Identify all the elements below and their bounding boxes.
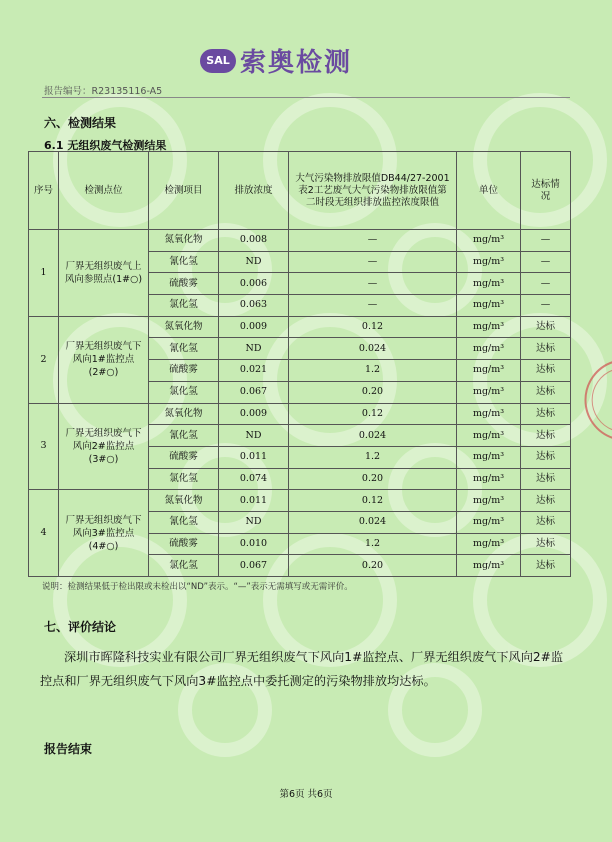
cell-seq: 2 bbox=[29, 316, 59, 403]
cell-concentration: 0.006 bbox=[219, 273, 289, 295]
cell-unit: mg/m³ bbox=[457, 555, 521, 577]
cell-item: 氰化氢 bbox=[149, 425, 219, 447]
cell-unit: mg/m³ bbox=[457, 403, 521, 425]
cell-limit: 0.024 bbox=[289, 511, 457, 533]
cell-monitoring-point: 厂界无组织废气下风向3#监控点(4#○) bbox=[59, 490, 149, 577]
table-row bbox=[29, 490, 571, 512]
cell-unit: mg/m³ bbox=[457, 273, 521, 295]
cell-concentration: 0.009 bbox=[219, 403, 289, 425]
cell-concentration: ND bbox=[219, 251, 289, 273]
cell-limit: 1.2 bbox=[289, 446, 457, 468]
header-status: 达标情况 bbox=[521, 152, 571, 230]
report-header-logo bbox=[200, 42, 352, 79]
cell-status: 达标 bbox=[521, 533, 571, 555]
header-item: 检测项目 bbox=[149, 152, 219, 230]
cell-item: 氮氧化物 bbox=[149, 230, 219, 252]
cell-limit: 0.024 bbox=[289, 338, 457, 360]
header-conc: 排放浓度 bbox=[219, 152, 289, 230]
cell-unit: mg/m³ bbox=[457, 490, 521, 512]
report-number: 报告编号：R23135116-A5 bbox=[44, 86, 163, 97]
cell-unit: mg/m³ bbox=[457, 338, 521, 360]
cell-item: 硫酸雾 bbox=[149, 533, 219, 555]
cell-limit: — bbox=[289, 273, 457, 295]
cell-item: 氰化氢 bbox=[149, 511, 219, 533]
cell-item: 硫酸雾 bbox=[149, 446, 219, 468]
cell-limit: 0.12 bbox=[289, 403, 457, 425]
cell-unit: mg/m³ bbox=[457, 425, 521, 447]
cell-limit: 0.12 bbox=[289, 316, 457, 338]
cell-status: — bbox=[521, 295, 571, 317]
cell-concentration: ND bbox=[219, 511, 289, 533]
cell-limit: 0.12 bbox=[289, 490, 457, 512]
cell-item: 氰化氢 bbox=[149, 338, 219, 360]
cell-concentration: 0.009 bbox=[219, 316, 289, 338]
cell-concentration: ND bbox=[219, 425, 289, 447]
section-6-title: 六、检测结果 bbox=[44, 116, 117, 130]
header-limit: 大气污染物排放限值DB44/27-2001 表2工艺废气大气污染物排放限值第二时段无组织排放监控浓度限值 bbox=[289, 152, 457, 230]
cell-unit: mg/m³ bbox=[457, 316, 521, 338]
cell-seq: 4 bbox=[29, 490, 59, 577]
cell-concentration: 0.074 bbox=[219, 468, 289, 490]
table-note: 说明：检测结果低于检出限或未检出以“ND”表示。“—”表示无需填写或无需评价。 bbox=[42, 582, 353, 592]
cell-concentration: 0.008 bbox=[219, 230, 289, 252]
cell-concentration: 0.010 bbox=[219, 533, 289, 555]
page-footer: 第6页 共6页 bbox=[279, 789, 333, 800]
cell-item: 氰化氢 bbox=[149, 251, 219, 273]
header-seq: 序号 bbox=[29, 152, 59, 230]
cell-seq: 1 bbox=[29, 230, 59, 317]
header-divider bbox=[42, 97, 570, 98]
sal-logo-badge: SAL bbox=[200, 49, 236, 73]
cell-limit: 0.024 bbox=[289, 425, 457, 447]
cell-unit: mg/m³ bbox=[457, 446, 521, 468]
table-row bbox=[29, 316, 571, 338]
cell-status: 达标 bbox=[521, 316, 571, 338]
results-body bbox=[29, 230, 571, 577]
cell-status: — bbox=[521, 251, 571, 273]
cell-monitoring-point: 厂界无组织废气下风向2#监控点(3#○) bbox=[59, 403, 149, 490]
cell-item: 氯化氢 bbox=[149, 468, 219, 490]
cell-status: 达标 bbox=[521, 511, 571, 533]
report-end: 报告结束 bbox=[44, 742, 93, 756]
cell-status: 达标 bbox=[521, 555, 571, 577]
conclusion-text: 深圳市晖隆科技实业有限公司厂界无组织废气下风向1#监控点、厂界无组织废气下风向2#监控点和厂界无组织废气下风向3#监控点中委托测定的污染物排放均达标。 bbox=[40, 650, 564, 688]
cell-item: 氮氧化物 bbox=[149, 403, 219, 425]
cell-unit: mg/m³ bbox=[457, 468, 521, 490]
cell-limit: 0.20 bbox=[289, 468, 457, 490]
cell-status: 达标 bbox=[521, 360, 571, 382]
table-row bbox=[29, 230, 571, 252]
cell-unit: mg/m³ bbox=[457, 533, 521, 555]
cell-status: 达标 bbox=[521, 338, 571, 360]
cell-limit: 0.20 bbox=[289, 381, 457, 403]
cell-status: 达标 bbox=[521, 381, 571, 403]
section-6-1-subtitle: 6.1 无组织废气检测结果 bbox=[44, 139, 167, 152]
cell-item: 硫酸雾 bbox=[149, 360, 219, 382]
cell-status: 达标 bbox=[521, 446, 571, 468]
cell-unit: mg/m³ bbox=[457, 251, 521, 273]
cell-status: — bbox=[521, 230, 571, 252]
cell-concentration: 0.067 bbox=[219, 555, 289, 577]
header-point: 检测点位 bbox=[59, 152, 149, 230]
cell-seq: 3 bbox=[29, 403, 59, 490]
cell-limit: — bbox=[289, 251, 457, 273]
cell-concentration: 0.067 bbox=[219, 381, 289, 403]
cell-limit: 1.2 bbox=[289, 360, 457, 382]
cell-monitoring-point: 厂界无组织废气下风向1#监控点(2#○) bbox=[59, 316, 149, 403]
cell-status: 达标 bbox=[521, 425, 571, 447]
cell-status: 达标 bbox=[521, 490, 571, 512]
cell-limit: 1.2 bbox=[289, 533, 457, 555]
cell-unit: mg/m³ bbox=[457, 360, 521, 382]
seal-stamp bbox=[555, 360, 612, 440]
cell-item: 硫酸雾 bbox=[149, 273, 219, 295]
table-row bbox=[29, 403, 571, 425]
header-unit: 单位 bbox=[457, 152, 521, 230]
cell-monitoring-point: 厂界无组织废气上风向参照点(1#○) bbox=[59, 230, 149, 317]
cell-item: 氯化氢 bbox=[149, 555, 219, 577]
cell-unit: mg/m³ bbox=[457, 381, 521, 403]
cell-item: 氮氧化物 bbox=[149, 490, 219, 512]
cell-item: 氯化氢 bbox=[149, 295, 219, 317]
cell-status: 达标 bbox=[521, 403, 571, 425]
cell-limit: — bbox=[289, 230, 457, 252]
cell-unit: mg/m³ bbox=[457, 230, 521, 252]
cell-item: 氮氧化物 bbox=[149, 316, 219, 338]
cell-status: 达标 bbox=[521, 468, 571, 490]
cell-concentration: 0.021 bbox=[219, 360, 289, 382]
section-7-title: 七、评价结论 bbox=[44, 620, 117, 634]
cell-concentration: ND bbox=[219, 338, 289, 360]
cell-limit: 0.20 bbox=[289, 555, 457, 577]
emission-results-table bbox=[28, 151, 571, 577]
company-logo-text: 索奥检测 bbox=[240, 48, 353, 78]
cell-unit: mg/m³ bbox=[457, 295, 521, 317]
cell-concentration: 0.011 bbox=[219, 490, 289, 512]
cell-unit: mg/m³ bbox=[457, 511, 521, 533]
cell-limit: — bbox=[289, 295, 457, 317]
cell-concentration: 0.011 bbox=[219, 446, 289, 468]
cell-item: 氯化氢 bbox=[149, 381, 219, 403]
cell-concentration: 0.063 bbox=[219, 295, 289, 317]
cell-status: — bbox=[521, 273, 571, 295]
